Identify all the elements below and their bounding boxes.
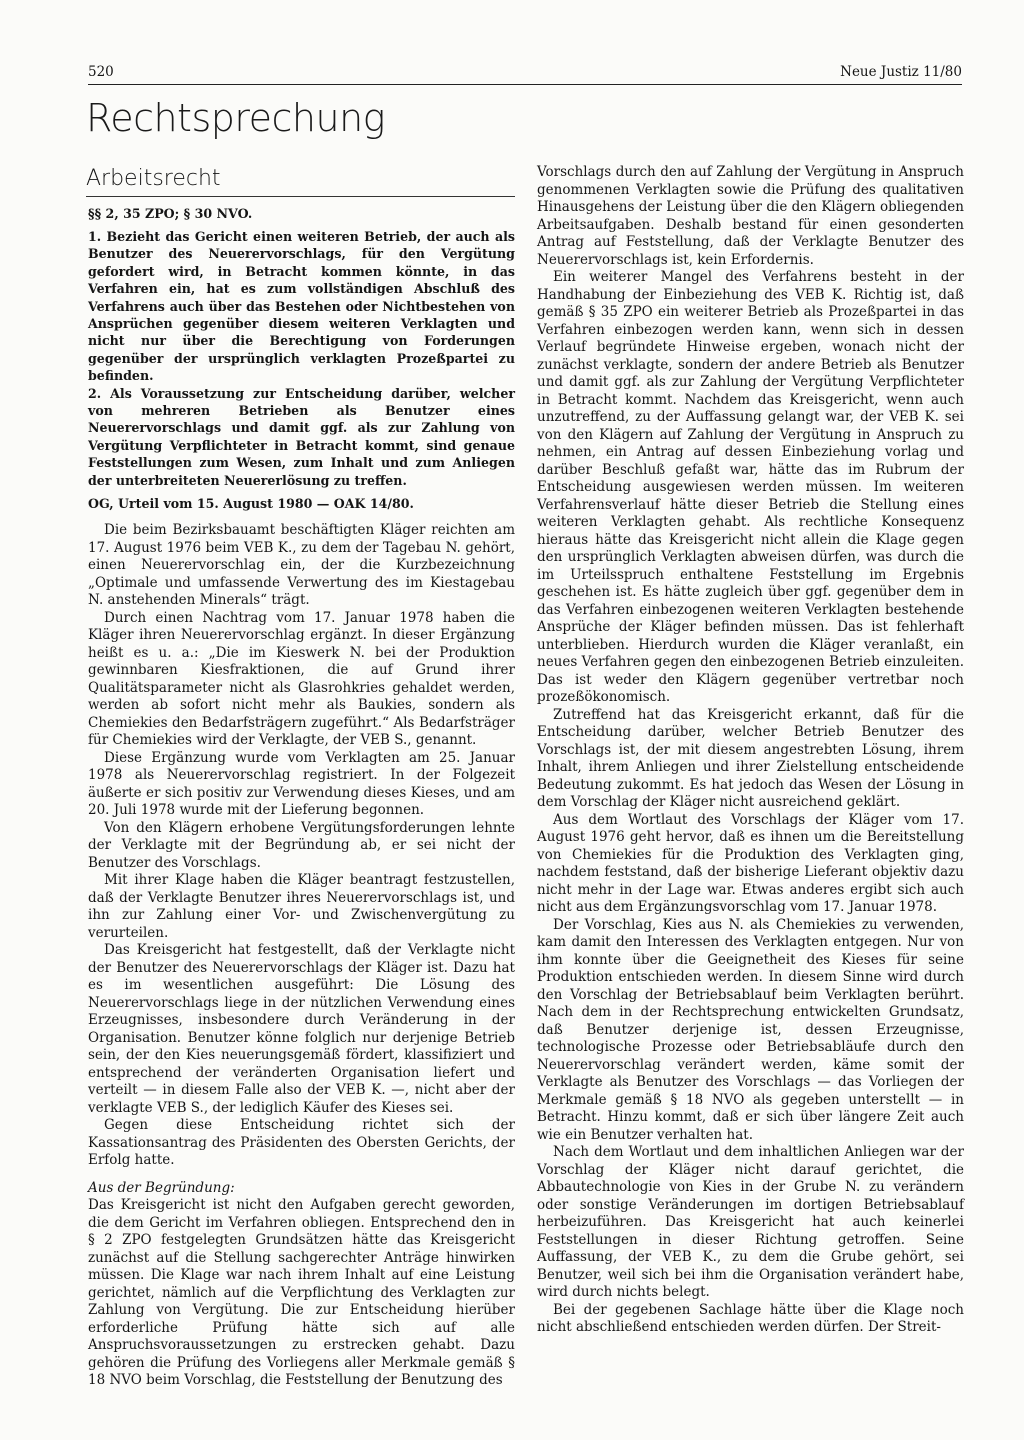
paragraph: Das Kreisgericht hat festgestellt, daß der Verklagte nicht der Benutzer des Neuerervorschlags der Kläger ist. Dazu hat es im wesentlichen ausgeführt: Die Lösung des Neuerervorschlags liege in der nützlichen Verwendung eines Erzeugnisses, insbesondere durch Veränderung in der Organisation. Benutzer könne folglich nur derjenige Betrieb sein, der den Kies neuerungsgemäß fördert, klassifiziert und entsprechend der veränderten Organisation liefert und verteilt — in diesem Falle also der VEB K. —, nicht aber der verklagte VEB S., der lediglich Käufer des Kieses sei.: [88, 942, 515, 1116]
paragraph: Zutreffend hat das Kreisgericht erkannt, daß für die Entscheidung darüber, welcher Betrieb Benutzer des Vorschlags ist, der mit diesem angestrebten Lösung, ihrem Inhalt, ihrem Anliegen und ihrer Zielstellung entscheidende Bedeutung zukommt. Es hat jedoch das Wesen der Lösung in dem Vorschlag der Kläger nicht ausreichend geklärt.: [537, 706, 964, 810]
paragraph: Mit ihrer Klage haben die Kläger beantragt festzustellen, daß der Verklagte Benutzer ihres Neuerervorschlags ist, und ihn zur Zahlung einer Vor- und Zwischenvergütung zu verurteilen.: [88, 872, 515, 941]
paragraph: Gegen diese Entscheidung richtet sich der Kassationsantrag des Präsidenten des Obersten Gerichts, der Erfolg hatte.: [88, 1117, 515, 1169]
paragraph: Diese Ergänzung wurde vom Verklagten am 25. Januar 1978 als Neuerervorschlag registriert. In der Folgezeit äußerte er sich positiv zur Verwendung dieses Kieses, und am 20. Juli 1978 wurde mit der Lieferung begonnen.: [88, 749, 515, 819]
paragraph: Durch einen Nachtrag vom 17. Januar 1978 haben die Kläger ihren Neuerervorschlag ergänzt. In dieser Ergänzung heißt es u. a.: „Die im Kieswerk N. bei der Produktion gewinnbaren Kiesfraktionen, die auf Grund ihrer Qualitätsparameter nicht als Glasrohkries gehaldet werden, werden ab sofort nicht mehr als Baukies, sondern als Chemiekies den Bedarfsträgern zugeführt.“ Als Bedarfsträger für Chemiekies wird der Verklagte, der VEB S., genannt.: [88, 609, 515, 749]
paragraph: Von den Klägern erhobene Vergütungsforderungen lehnte der Verklagte mit der Begründung ab, er sei nicht der Benutzer des Vorschlags.: [88, 819, 515, 871]
decision-reference: OG, Urteil vom 15. August 1980 — OAK 14/80.: [88, 496, 414, 511]
subsection-title: Arbeitsrecht: [86, 170, 515, 197]
headnote-point-1: 1. Bezieht das Gericht einen weiteren Betrieb, der auch als Benutzer des Neuerervorschlags, für den Vergütung gefordert wird, in Betracht kommen könnte, in das Verfahren ein, hat es zum vollständigen Abschluß des Verfahrens auch über das Bestehen oder Nichtbestehen von Ansprüchen gegenüber diesem weiteren Verklagten und nicht nur über die Berechtigung von Forderungen gegenüber der ursprünglich verklagten Prozeßpartei zu befinden.: [88, 228, 515, 384]
paragraph: Nach dem Wortlaut und dem inhaltlichen Anliegen war der Vorschlag der Kläger nicht darauf gerichtet, die Abbautechnologie von Kies in der Grube N. zu verändern oder sonstige Veränderungen im dortigen Betriebsablauf herbeizuführen. Das Kreisgericht hat auch keinerlei Feststellungen in dieser Richtung getroffen. Seine Auffassung, der VEB K., zu dem die Grube gehört, sei Benutzer, weil sich bei ihm die Organisation verändert habe, wird durch nichts belegt.: [537, 1144, 964, 1300]
paragraph: Bei der gegebenen Sachlage hätte über die Klage noch nicht abschließend entschieden werden dürfen. Der Streit-: [537, 1301, 964, 1335]
paragraph: Ein weiterer Mangel des Verfahrens besteht in der Handhabung der Einbeziehung des VEB K. Richtig ist, daß gemäß § 35 ZPO ein weiterer Betrieb als Prozeßpartei in das Verfahren einbezogen werden kann, wenn sich in dessen Verlauf begründete Hinweise ergeben, wonach nicht der zunächst verklagte, sondern der andere Betrieb als Benutzer und damit ggf. als zur Zahlung der Vergütung Verpflichteter in Betracht kommt. Nachdem das Kreisgericht, wenn auch unzutreffend, zu der Auffassung gelangt war, der VEB K. sei von den Klägern auf Zahlung der Vergütung in Anspruch zu nehmen, ein Antrag auf dessen Einbeziehung vorlag und darüber Beschluß gefaßt war, hätte das im Rubrum der Entscheidung ausgewiesen werden müssen. Im weiteren Verfahrensverlauf hätte dieser Betrieb die Stellung eines weiteren Verklagten gehabt. Als rechtliche Konsequenz hieraus hätte das Kreisgericht nicht allein die Klage gegen den ursprünglich Verklagten abweisen dürfen, was durch die im Urteilsspruch enthaltene Feststellung im Ergebnis geschehen ist. Es hätte zugleich über ggf. gegenüber dem in das Verfahren einbezogenen weiteren Verklagten bestehende Ansprüche der Kläger befinden müssen. Das ist fehlerhaft unterblieben. Hierdurch wurden die Kläger veranlaßt, ein neues Verfahren gegen den einbezogenen Betrieb einzuleiten. Das ist weder den Klägern gegenüber vertretbar noch prozeßökonomisch.: [537, 269, 964, 705]
paragraph: Aus dem Wortlaut des Vorschlags der Kläger vom 17. August 1976 geht hervor, daß es ihnen um die Bereitstellung von Chemiekies für die Produktion des Verklagten ging, nachdem feststand, daß der bisherige Lieferant objektiv dazu nicht mehr in der Lage war. Etwas anderes ergibt sich auch nicht aus dem Ergänzungsvorschlag vom 17. Januar 1978.: [537, 811, 964, 915]
journal-issue: Neue Justiz 11/80: [840, 64, 962, 80]
paragraph: Der Vorschlag, Kies aus N. als Chemiekies zu verwenden, kam damit den Interessen des Verklagten entgegen. Nur von ihm konnte über die Geeignetheit des Kieses für seine Produktion entschieden werden. In diesem Sinne wird durch den Vorschlag der Betriebsablauf beim Verklagten berührt. Nach dem in der Rechtsprechung entwickelten Grundsatz, daß Benutzer derjenige ist, dessen Erzeugnisse, technologische Prozesse oder Betriebsabläufe durch den Neuerervorschlag verändert werden, käme somit der Verklagte als Benutzer des Vorschlags — das Vorliegen der Merkmale gemäß § 18 NVO als gegeben unterstellt — in Betracht. Hinzu kommt, daß er sich über längere Zeit auch wie ein Benutzer verhalten hat.: [537, 916, 964, 1143]
right-column: [537, 164, 964, 1337]
paragraph: Das Kreisgericht ist nicht den Aufgaben gerecht geworden, die dem Gericht im Verfahren obliegen. Entsprechend den in § 2 ZPO festgelegten Grundsätzen hätte das Kreisgericht zunächst auf die Stellung sachgerechter Anträge hinwirken müssen. Die Klage war nach ihrem Inhalt auf eine Leistung gerichtet, nämlich auf die Verpflichtung des Verklagten zur Zahlung von Vergütung. Die zur Entscheidung hierüber erforderliche Prüfung hätte sich auf alle Anspruchsvoraussetzungen zu erstrecken gehabt. Dazu gehören die Prüfung des Vorliegens aller Merkmale gemäß § 18 NVO beim Vorschlag, die Feststellung der Benutzung des: [88, 1197, 515, 1389]
left-column: [88, 164, 515, 1390]
reasons-heading: Aus der Begründung:: [88, 1179, 235, 1196]
headnote-point-2: 2. Als Voraussetzung zur Entscheidung darüber, welcher von mehreren Betrieben als Benutzer eines Neuerervorschlags und damit ggf. als zur Zahlung von Vergütung Verpflichteter in Betracht kommt, sind genaue Feststellungen zum Wesen, zum Inhalt und zum Anliegen der unterbreiteten Neuererlösung zu treffen.: [88, 385, 515, 488]
running-header: [88, 62, 962, 85]
paragraph: Die beim Bezirksbauamt beschäftigten Kläger reichten am 17. August 1976 beim VEB K., zu dem der Tagebau N. gehört, einen Neuerervorschlag ein, der die Kurzbezeichnung „Optimale und umfassende Verwertung des im Kiestagebau N. anstehenden Minerals“ trägt.: [88, 522, 515, 609]
page-number: 520: [88, 64, 114, 80]
paragraph: Vorschlags durch den auf Zahlung der Vergütung in Anspruch genommenen Verklagten sowie die Prüfung des qualitativen Hinausgehens der Leistung über die den Klägern obliegenden Arbeitsaufgaben. Deshalb bestand für einen gesonderten Antrag auf Feststellung, daß der Verklagte Benutzer des Neuerervorschlags ist, kein Erfordernis.: [537, 164, 964, 268]
headnote-sections: §§ 2, 35 ZPO; § 30 NVO.: [88, 205, 253, 221]
headnote: [88, 205, 515, 513]
section-title: Rechtsprechung: [86, 96, 385, 140]
